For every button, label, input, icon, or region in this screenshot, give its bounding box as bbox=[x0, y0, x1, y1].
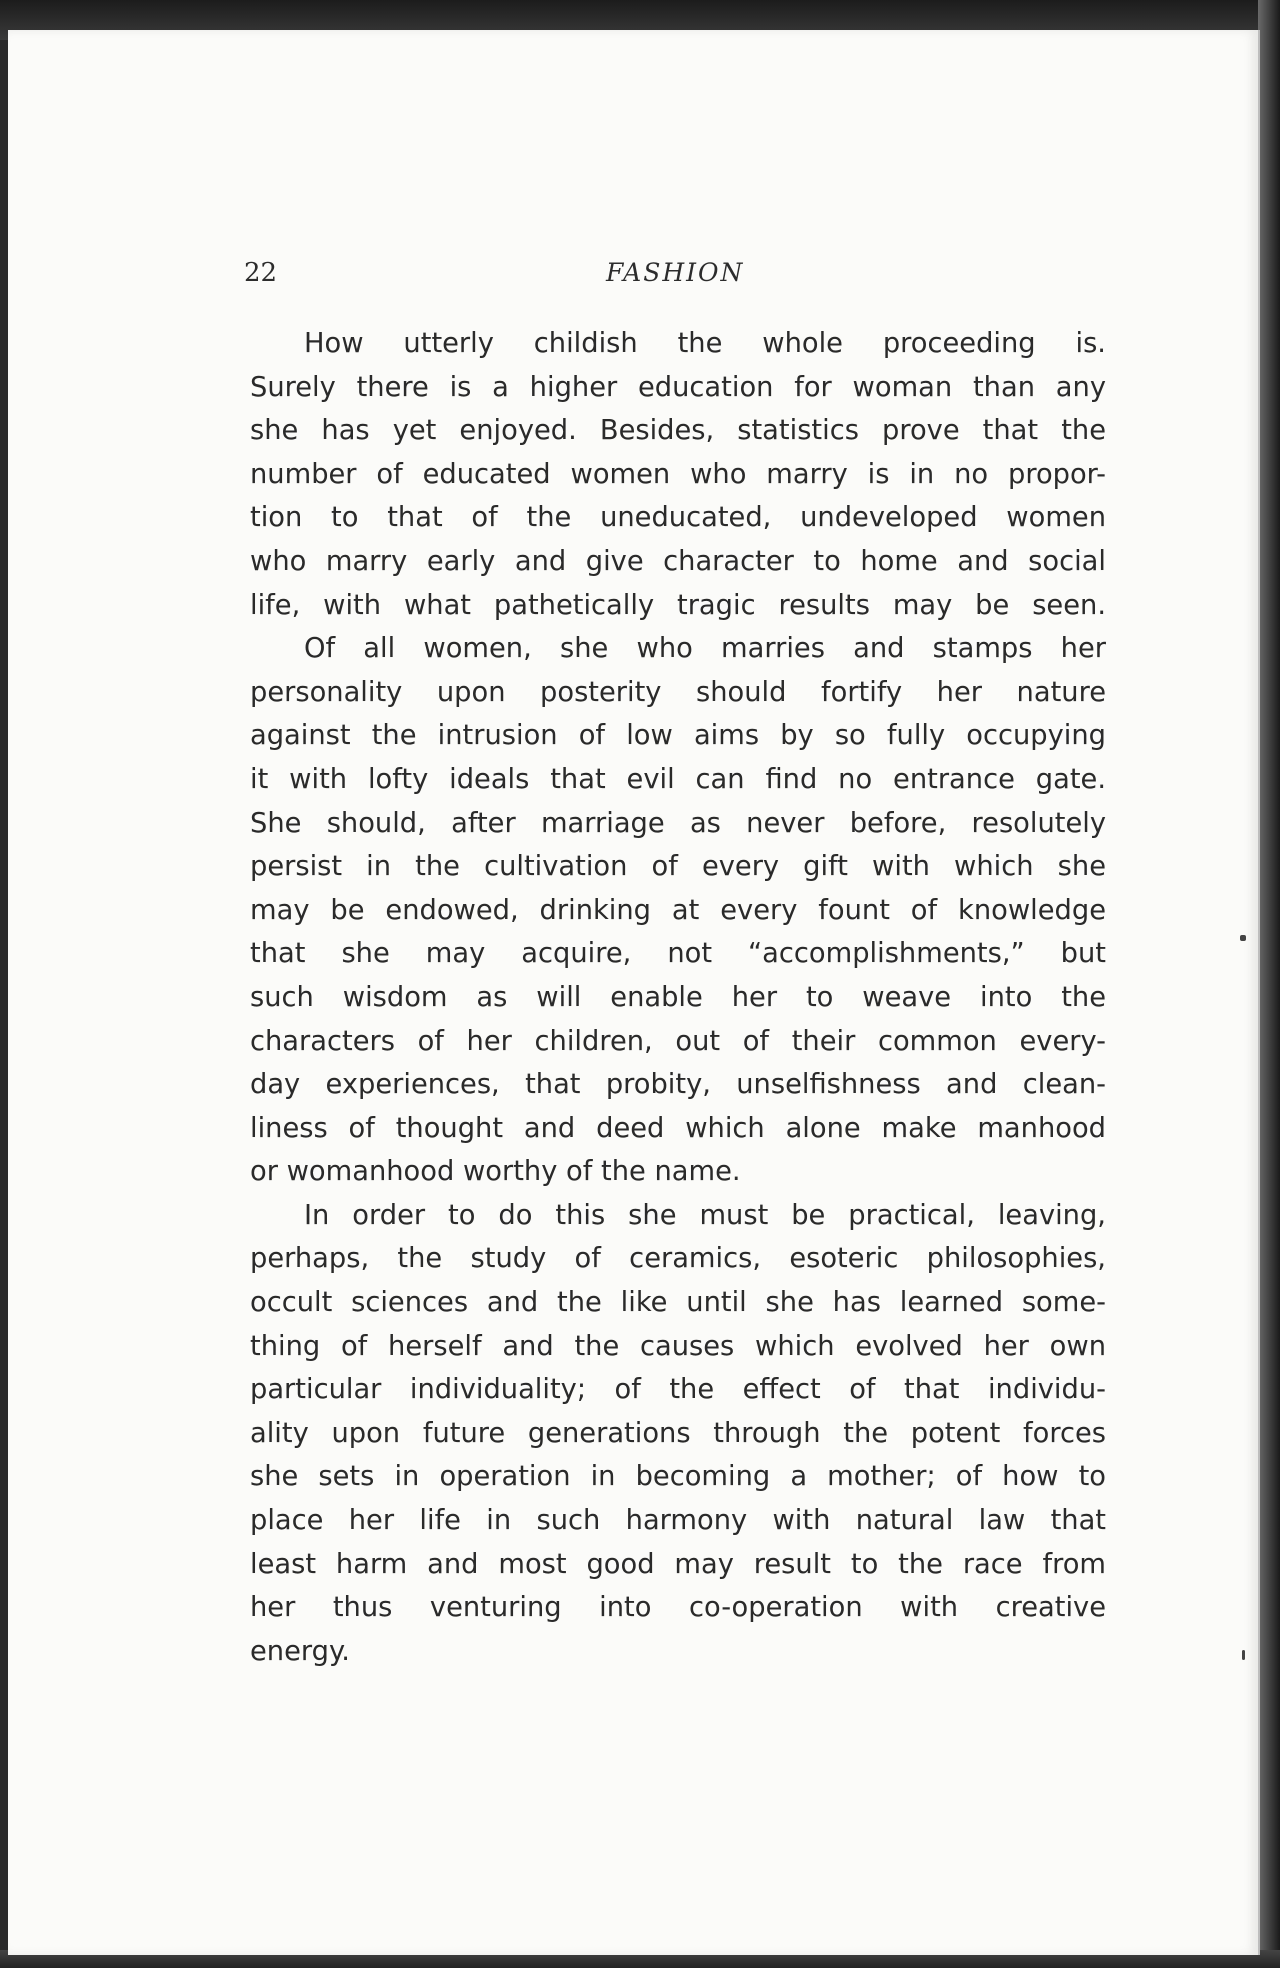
text-line: such wisdom as will enable her to weave into the bbox=[250, 981, 1106, 1013]
text-line: she has yet enjoyed. Besides, statistics prove that the bbox=[250, 415, 1106, 447]
text-line: In order to do this she must be practical, leaving, bbox=[304, 1199, 1106, 1231]
page-speck bbox=[1242, 1650, 1245, 1660]
text-line: energy. bbox=[250, 1635, 350, 1667]
paragraph-3 bbox=[250, 1194, 1106, 1674]
text-line: characters of her children, out of their common every- bbox=[250, 1025, 1106, 1057]
text-line: place her life in such harmony with natural law that bbox=[250, 1505, 1106, 1537]
text-line: thing of herself and the causes which evolved her own bbox=[250, 1330, 1106, 1362]
text-line: perhaps, the study of ceramics, esoteric philosophies, bbox=[250, 1243, 1106, 1275]
text-line: Of all women, she who marries and stamps her bbox=[304, 633, 1106, 665]
page-number: 22 bbox=[244, 258, 278, 288]
text-line: tion to that of the uneducated, undeveloped women bbox=[250, 502, 1106, 534]
paragraph-1 bbox=[250, 322, 1106, 627]
text-line: against the intrusion of low aims by so fully occupying bbox=[250, 720, 1106, 752]
running-head: FASHION bbox=[606, 258, 745, 287]
text-line: least harm and most good may result to the race from bbox=[250, 1548, 1106, 1580]
text-line: ality upon future generations through the potent forces bbox=[250, 1417, 1106, 1449]
text-line: day experiences, that probity, unselfishness and clean- bbox=[250, 1069, 1106, 1101]
text-line: liness of thought and deed which alone make manhood bbox=[250, 1112, 1106, 1144]
text-line: who marry early and give character to home and social bbox=[250, 545, 1106, 577]
text-line: her thus venturing into co-operation with creative bbox=[250, 1592, 1106, 1624]
text-line: She should, after marriage as never before, resolutely bbox=[250, 807, 1106, 839]
text-line: Surely there is a higher education for woman than any bbox=[250, 371, 1106, 403]
text-line: that she may acquire, not “accomplishments,” but bbox=[250, 938, 1106, 970]
text-line: or womanhood worthy of the name. bbox=[250, 1156, 741, 1188]
text-line: may be endowed, drinking at every fount of knowledge bbox=[250, 894, 1106, 926]
text-line: she sets in operation in becoming a mother; of how to bbox=[250, 1461, 1106, 1493]
paragraph-2 bbox=[250, 627, 1106, 1194]
text-line: it with lofty ideals that evil can find no entrance gate. bbox=[250, 763, 1106, 795]
text-line: number of educated women who marry is in no propor- bbox=[250, 458, 1106, 490]
book-binding-edge bbox=[1258, 0, 1280, 1968]
page-header bbox=[244, 258, 1104, 298]
body-text bbox=[250, 322, 1106, 1673]
text-line: persist in the cultivation of every gift with which she bbox=[250, 851, 1106, 883]
text-line: occult sciences and the like until she has learned some- bbox=[250, 1287, 1106, 1319]
text-line: life, with what pathetically tragic results may be seen. bbox=[250, 589, 1106, 621]
text-line: particular individuality; of the effect of that individu- bbox=[250, 1374, 1106, 1406]
text-line: personality upon posterity should fortify her nature bbox=[250, 676, 1106, 708]
text-line: How utterly childish the whole proceeding is. bbox=[304, 328, 1106, 359]
page-speck bbox=[1240, 935, 1246, 941]
